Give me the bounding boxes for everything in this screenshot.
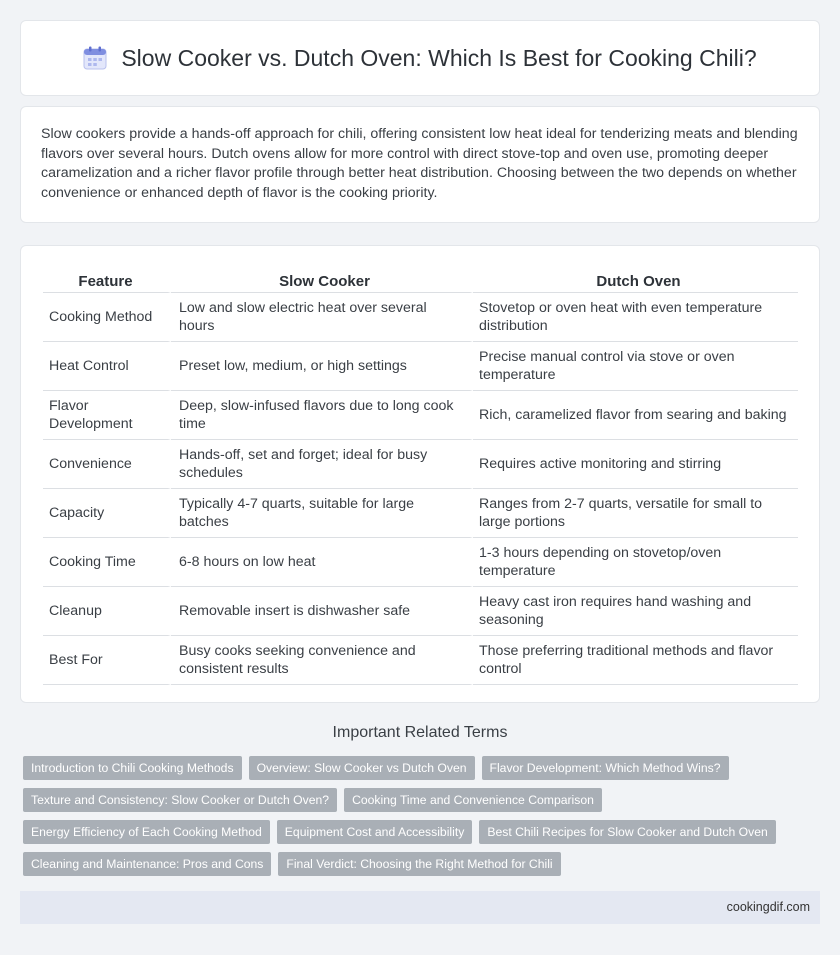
dutch-oven-cell: Those preferring traditional methods and flavor control bbox=[473, 636, 798, 685]
related-term-tag[interactable]: Introduction to Chili Cooking Methods bbox=[23, 756, 242, 780]
table-row bbox=[43, 342, 798, 391]
feature-cell: Capacity bbox=[43, 489, 171, 538]
tag-row bbox=[23, 820, 823, 844]
slow-cooker-cell: Preset low, medium, or high settings bbox=[171, 342, 473, 391]
dutch-oven-cell: Heavy cast iron requires hand washing and seasoning bbox=[473, 587, 798, 636]
feature-cell: Cooking Method bbox=[43, 293, 171, 342]
comparison-card bbox=[20, 245, 820, 703]
intro-card bbox=[20, 106, 820, 223]
page-title: Slow Cooker vs. Dutch Oven: Which Is Best for Cooking Chili? bbox=[121, 44, 757, 71]
feature-cell: Heat Control bbox=[43, 342, 171, 391]
related-term-tag[interactable]: Best Chili Recipes for Slow Cooker and Dutch Oven bbox=[479, 820, 775, 844]
table-row bbox=[43, 538, 798, 587]
table-header-row bbox=[43, 266, 798, 293]
slow-cooker-cell: Low and slow electric heat over several hours bbox=[171, 293, 473, 342]
table-row bbox=[43, 587, 798, 636]
header-feature: Feature bbox=[43, 266, 171, 293]
dutch-oven-cell: Ranges from 2-7 quarts, versatile for small to large portions bbox=[473, 489, 798, 538]
slow-cooker-cell: Removable insert is dishwasher safe bbox=[171, 587, 473, 636]
table-row bbox=[43, 489, 798, 538]
feature-cell: Cooking Time bbox=[43, 538, 171, 587]
table-row bbox=[43, 636, 798, 685]
table-row bbox=[43, 293, 798, 342]
intro-text: Slow cookers provide a hands-off approach for chili, offering consistent low heat ideal for tenderizing meats and blending flavors over several hours. Dutch ovens allow for more control with direct stove-top and oven use, promoting deeper caramelization and a richer flavor profile through better heat distribution. Choosing between the two depends on whether convenience or enhanced depth of flavor is the cooking priority. bbox=[41, 126, 798, 201]
footer-site-link[interactable]: cookingdif.com bbox=[726, 900, 810, 914]
tag-row bbox=[23, 852, 823, 876]
related-term-tag[interactable]: Final Verdict: Choosing the Right Method for Chili bbox=[278, 852, 560, 876]
slow-cooker-cell: Busy cooks seeking convenience and consistent results bbox=[171, 636, 473, 685]
related-terms-list bbox=[23, 756, 823, 884]
related-term-tag[interactable]: Cooking Time and Convenience Comparison bbox=[344, 788, 602, 812]
table-row bbox=[43, 391, 798, 440]
related-term-tag[interactable]: Flavor Development: Which Method Wins? bbox=[482, 756, 729, 780]
header-slow-cooker: Slow Cooker bbox=[171, 266, 473, 293]
dutch-oven-cell: 1-3 hours depending on stovetop/oven temperature bbox=[473, 538, 798, 587]
related-term-tag[interactable]: Overview: Slow Cooker vs Dutch Oven bbox=[249, 756, 475, 780]
feature-cell: Convenience bbox=[43, 440, 171, 489]
title-card bbox=[20, 20, 820, 96]
slow-cooker-cell: Typically 4-7 quarts, suitable for large batches bbox=[171, 489, 473, 538]
tag-row bbox=[23, 756, 823, 780]
slow-cooker-cell: Hands-off, set and forget; ideal for busy schedules bbox=[171, 440, 473, 489]
calendar-icon bbox=[83, 46, 107, 70]
related-term-tag[interactable]: Energy Efficiency of Each Cooking Method bbox=[23, 820, 270, 844]
related-term-tag[interactable]: Texture and Consistency: Slow Cooker or Dutch Oven? bbox=[23, 788, 337, 812]
footer bbox=[20, 891, 820, 924]
header-dutch-oven: Dutch Oven bbox=[473, 266, 798, 293]
dutch-oven-cell: Stovetop or oven heat with even temperature distribution bbox=[473, 293, 798, 342]
tag-row bbox=[23, 788, 823, 812]
dutch-oven-cell: Requires active monitoring and stirring bbox=[473, 440, 798, 489]
comparison-table bbox=[43, 266, 798, 685]
related-term-tag[interactable]: Cleaning and Maintenance: Pros and Cons bbox=[23, 852, 271, 876]
feature-cell: Flavor Development bbox=[43, 391, 171, 440]
slow-cooker-cell: Deep, slow-infused flavors due to long cook time bbox=[171, 391, 473, 440]
slow-cooker-cell: 6-8 hours on low heat bbox=[171, 538, 473, 587]
dutch-oven-cell: Rich, caramelized flavor from searing and baking bbox=[473, 391, 798, 440]
table-row bbox=[43, 440, 798, 489]
feature-cell: Cleanup bbox=[43, 587, 171, 636]
feature-cell: Best For bbox=[43, 636, 171, 685]
related-term-tag[interactable]: Equipment Cost and Accessibility bbox=[277, 820, 473, 844]
related-terms-heading: Important Related Terms bbox=[332, 724, 508, 741]
dutch-oven-cell: Precise manual control via stove or oven temperature bbox=[473, 342, 798, 391]
